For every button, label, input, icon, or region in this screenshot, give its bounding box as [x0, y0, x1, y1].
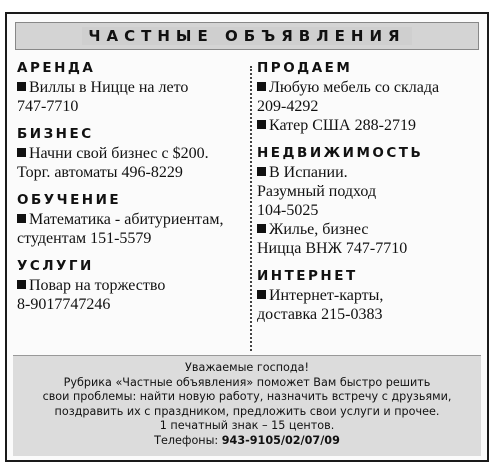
square-bullet-icon — [257, 224, 266, 233]
section-heading: ИНТЕРНЕТ — [257, 268, 358, 284]
ad-item — [17, 144, 249, 182]
section-education — [17, 192, 249, 248]
square-bullet-icon — [17, 280, 26, 289]
ad-item — [17, 276, 249, 314]
section-business — [17, 126, 249, 182]
ad-line: Любую мебель со склада — [269, 79, 440, 96]
ad-line: доставка 215-0383 — [257, 306, 383, 323]
footer-line: Рубрика «Частные объявления» поможет Вам быстро решить — [63, 375, 431, 389]
section-rent — [17, 60, 249, 116]
section-internet — [257, 268, 481, 324]
ad-line: 209-4292 — [257, 98, 319, 115]
square-bullet-icon — [17, 214, 26, 223]
ad-item — [17, 78, 249, 116]
square-bullet-icon — [257, 290, 266, 299]
section-heading: АРЕНДА — [17, 60, 96, 76]
square-bullet-icon — [257, 167, 266, 176]
footer-line: свои проблемы: найти новую работу, назначить встречу с друзьями, — [42, 390, 452, 403]
footer-line: 1 печатный знак – 15 центов. — [159, 419, 335, 432]
footer-phones — [13, 434, 481, 449]
classifieds-header — [15, 22, 479, 50]
section-real-estate — [257, 145, 481, 258]
ad-line: 104-5025 — [257, 202, 319, 219]
ad-line: 747-7710 — [17, 98, 79, 115]
ad-line: Торг. автоматы 496-8229 — [17, 164, 183, 181]
phones-value: 943-9105/02/07/09 — [221, 433, 340, 447]
ad-line: Повар на торжество — [29, 277, 166, 294]
footer-title: Уважаемые господа! — [185, 361, 309, 374]
phones-label: Телефоны: — [154, 433, 219, 447]
ad-line: Жилье, бизнес — [269, 221, 369, 238]
left-column — [17, 60, 249, 324]
square-bullet-icon — [17, 82, 26, 91]
square-bullet-icon — [257, 82, 266, 91]
square-bullet-icon — [17, 148, 26, 157]
classifieds-panel — [5, 12, 489, 462]
ad-line: Разумный подход — [257, 183, 377, 200]
ad-line: Математика - абитуриентам, — [29, 211, 224, 228]
column-divider — [250, 66, 252, 351]
ad-line: Катер США 288-2719 — [269, 117, 416, 134]
ad-line: Ницца ВНЖ 747-7710 — [257, 240, 408, 257]
ad-item — [257, 116, 481, 135]
ad-item — [257, 163, 481, 220]
info-footer — [13, 355, 481, 456]
section-heading: НЕДВИЖИМОСТЬ — [257, 145, 424, 161]
ad-line: 8-9017747246 — [17, 296, 111, 313]
ad-item — [17, 210, 249, 248]
section-heading: УСЛУГИ — [17, 258, 94, 274]
right-column — [257, 60, 481, 334]
ad-line: Виллы в Ницце на лето — [29, 79, 189, 96]
ad-item — [257, 78, 481, 116]
footer-line: поздравить их с праздником, предложить свои услуги и прочее. — [54, 404, 440, 418]
ad-line: студентам 151-5579 — [17, 230, 152, 247]
section-services — [17, 258, 249, 314]
header-title: ЧАСТНЫЕ ОБЪЯВЛЕНИЯ — [82, 27, 411, 45]
section-heading: ПРОДАЕМ — [257, 60, 353, 76]
ad-item — [257, 286, 481, 324]
ad-line: Интернет-карты, — [269, 287, 384, 304]
square-bullet-icon — [257, 120, 266, 129]
section-selling — [257, 60, 481, 135]
ad-line: В Испании. — [269, 164, 348, 181]
ad-line: Начни свой бизнес с $200. — [29, 145, 209, 162]
section-heading: БИЗНЕС — [17, 126, 94, 142]
section-heading: ОБУЧЕНИЕ — [17, 192, 122, 208]
ad-item — [257, 220, 481, 258]
